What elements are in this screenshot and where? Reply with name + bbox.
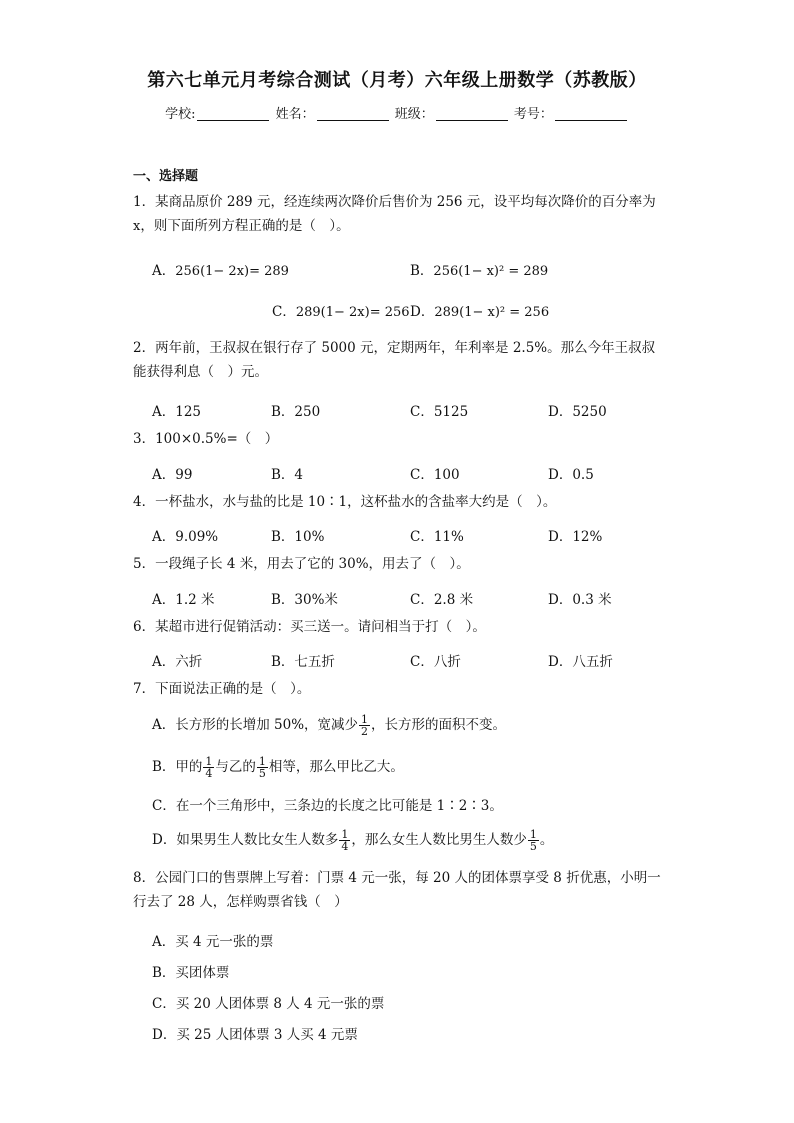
fraction-one-fifth: $\frac{1}{5}$: [529, 828, 537, 853]
q7-option-a[interactable]: A．长方形的长增加 50%，宽减少 $\frac{1}{2}$ ，长方形的面积不变。: [152, 713, 507, 738]
q8-option-d[interactable]: D．买 25 人团体票 3 人买 4 元票: [152, 1027, 358, 1043]
section-title: 一、选择题: [133, 169, 199, 184]
variable-x: x: [133, 219, 141, 234]
page-title: 第六七单元月考综合测试（月考）六年级上册数学（苏教版）: [147, 70, 647, 91]
q2-option-a[interactable]: A．125: [152, 404, 202, 420]
question-4: [133, 490, 673, 514]
q3-option-a[interactable]: A．99: [152, 467, 193, 483]
class-blank[interactable]: [436, 106, 508, 121]
fraction-one-quarter: $\frac{1}{4}$: [341, 828, 349, 853]
question-2: [133, 336, 673, 384]
q2-option-c[interactable]: C．5125: [410, 404, 469, 420]
question-6: [133, 615, 673, 639]
question-5-line1: 5．一段绳子长 4 米，用去了它的 30%，用去了（ ）。: [133, 556, 470, 572]
q3-option-d[interactable]: D．0.5: [548, 467, 594, 483]
q1-option-b[interactable]: B．256(1− x)² = 289: [410, 263, 549, 279]
q4-option-c[interactable]: C．11%: [410, 529, 464, 545]
q3-option-b[interactable]: B．4: [271, 467, 304, 483]
q5-option-b[interactable]: B．30%米: [271, 592, 338, 608]
q5-option-c[interactable]: C．2.8 米: [410, 592, 474, 608]
q8-option-a[interactable]: A．买 4 元一张的票: [152, 934, 274, 950]
question-7-line1: 7．下面说法正确的是（ ）。: [133, 681, 311, 697]
student-info-line: [0, 103, 794, 122]
question-7: [133, 677, 673, 701]
question-3: [133, 427, 673, 451]
q1-option-a[interactable]: A．256(1− 2x)= 289: [152, 263, 289, 279]
q3-option-c[interactable]: C．100: [410, 467, 460, 483]
q4-option-a[interactable]: A．9.09%: [152, 529, 219, 545]
question-2-line2: 能获得利息（ ）元。: [133, 364, 268, 380]
fraction-one-fifth: $\frac{1}{5}$: [258, 755, 266, 780]
number-label: 考号：: [513, 107, 553, 122]
question-1-line2: x，则下面所列方程正确的是（ ）。: [133, 218, 350, 234]
name-label: 姓名：: [275, 107, 315, 122]
question-2-line1: 2．两年前，王叔叔在银行存了 5000 元，定期两年，年利率是 2.5%。那么今年王叔叔: [133, 340, 656, 356]
q8-option-b[interactable]: B．买团体票: [152, 965, 230, 981]
q7-option-c[interactable]: C．在一个三角形中，三条边的长度之比可能是 1∶2∶3。: [152, 798, 503, 814]
question-6-line1: 6．某超市进行促销活动：买三送一。请问相当于打（ ）。: [133, 619, 486, 635]
q7-option-d[interactable]: D．如果男生人数比女生人数多 $\frac{1}{4}$ ，那么女生人数比男生人数少 $\frac{1}{5}$ 。: [152, 828, 554, 853]
class-label: 班级：: [394, 107, 434, 122]
fraction-one-half: $\frac{1}{2}$: [361, 713, 369, 738]
number-blank[interactable]: [555, 106, 627, 121]
q2-option-d[interactable]: D．5250: [548, 404, 607, 420]
q4-option-b[interactable]: B．10%: [271, 529, 325, 545]
question-8: [133, 866, 673, 914]
question-8-line2: 行去了 28 人，怎样购票省钱（ ）: [133, 894, 348, 910]
fraction-one-quarter: $\frac{1}{4}$: [205, 755, 213, 780]
q6-option-b[interactable]: B．七五折: [271, 654, 335, 670]
q4-option-d[interactable]: D．12%: [548, 529, 603, 545]
question-8-line1: 8．公园门口的售票牌上写着：门票 4 元一张，每 20 人的团体票享受 8 折优惠，小明一: [133, 870, 661, 886]
school-blank[interactable]: [197, 106, 269, 121]
q7-option-b[interactable]: B．甲的 $\frac{1}{4}$ 与乙的 $\frac{1}{5}$ 相等，那么甲比乙大。: [152, 755, 404, 780]
question-5: [133, 552, 673, 576]
question-1: [133, 190, 673, 239]
q6-option-c[interactable]: C．八折: [410, 654, 461, 670]
q5-option-a[interactable]: A．1.2 米: [152, 592, 215, 608]
q6-option-a[interactable]: A．六折: [152, 654, 203, 670]
question-4-line1: 4．一杯盐水，水与盐的比是 10∶1，这杯盐水的含盐率大约是（ ）。: [133, 494, 557, 510]
question-1-line1: 1．某商品原价 289 元，经连续两次降价后售价为 256 元，设平均每次降价的百分率为: [133, 194, 656, 210]
q6-option-d[interactable]: D．八五折: [548, 654, 613, 670]
q8-option-c[interactable]: C．买 20 人团体票 8 人 4 元一张的票: [152, 996, 385, 1012]
question-3-line1: 3．100×0.5%=（ ）: [133, 431, 279, 447]
q1-option-c[interactable]: C．289(1− 2x)= 256: [272, 304, 410, 320]
school-label: 学校:: [165, 107, 196, 122]
q1-option-d[interactable]: D．289(1− x)² = 256: [410, 304, 550, 320]
name-blank[interactable]: [317, 106, 389, 121]
q5-option-d[interactable]: D．0.3 米: [548, 592, 612, 608]
q2-option-b[interactable]: B．250: [271, 404, 321, 420]
